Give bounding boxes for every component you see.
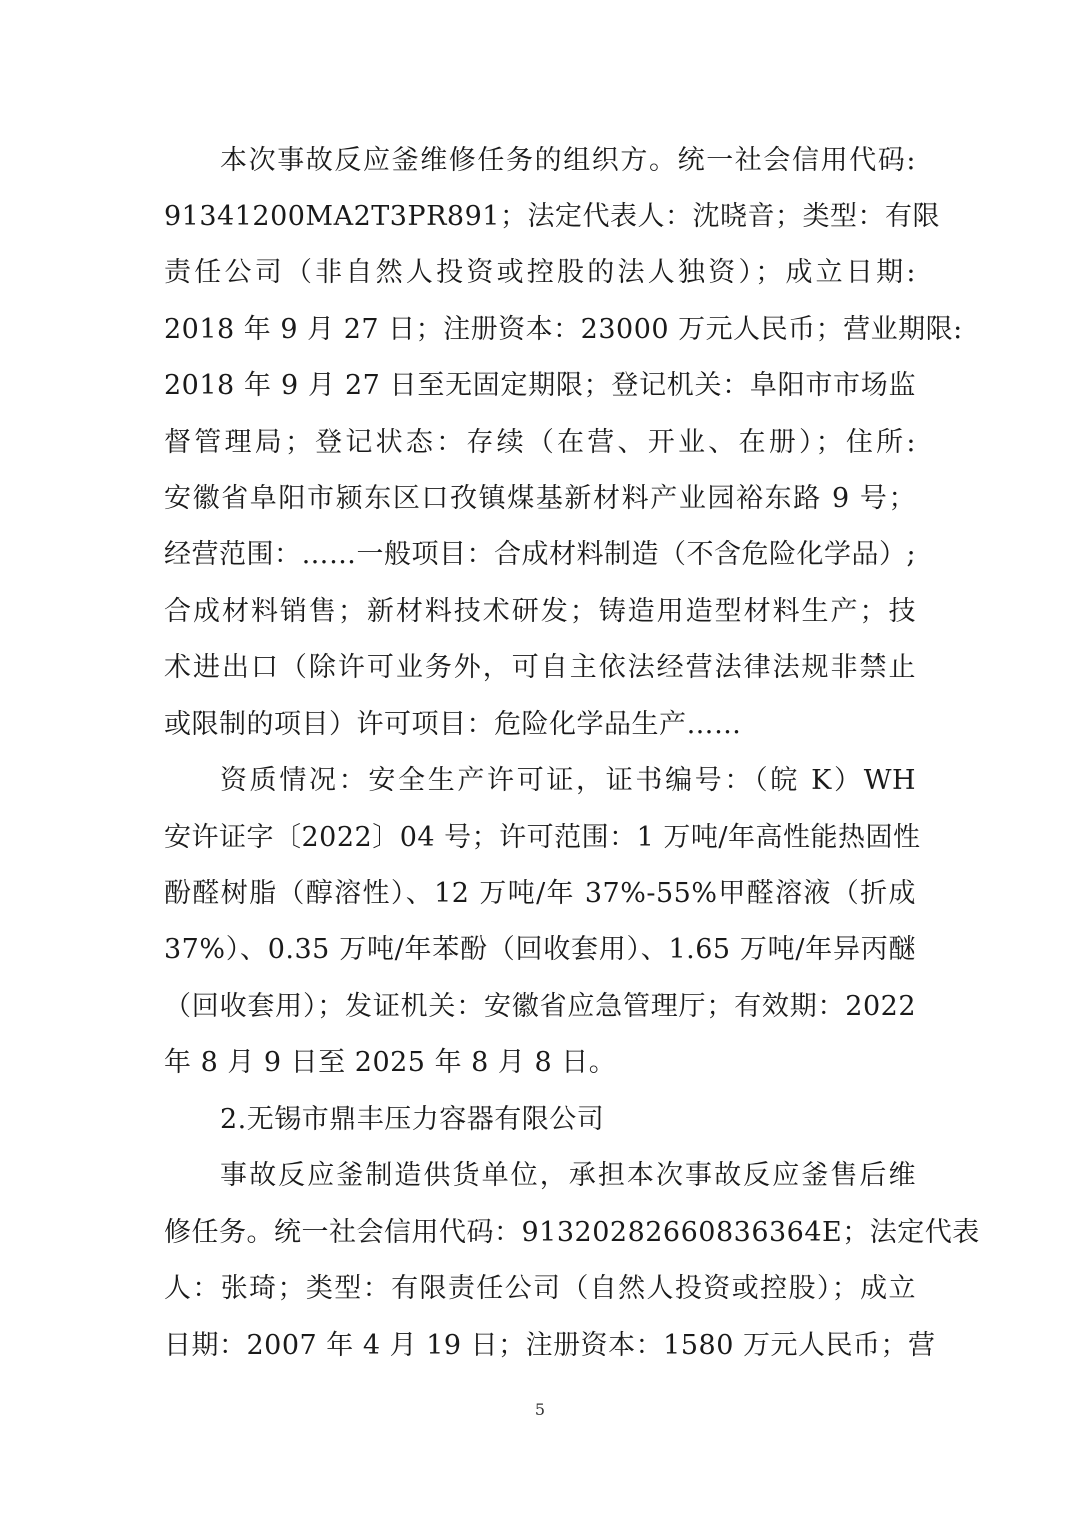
paragraph-line: 督管理局；登记状态：存续（在营、开业、在册）；住所: <box>164 427 916 458</box>
paragraph-line: 或限制的项目）许可项目：危险化学品生产…… <box>164 709 742 740</box>
paragraph-line: 术进出口（除许可业务外，可自主依法经营法律法规非禁止 <box>164 652 916 683</box>
section-heading: 2.无锡市鼎丰压力容器有限公司 <box>220 1104 605 1135</box>
paragraph-line: 安许证字〔2022〕04 号；许可范围：1 万吨/年高性能热固性 <box>164 822 921 853</box>
paragraph-line: 年 8 月 9 日至 2025 年 8 月 8 日。 <box>164 1047 617 1078</box>
paragraph-line: 日期：2007 年 4 月 19 日；注册资本：1580 万元人民币；营 <box>164 1330 936 1361</box>
paragraph-line: 酚醛树脂（醇溶性）、12 万吨/年 37%-55%甲醛溶液（折成 <box>164 878 916 909</box>
paragraph-line: 2018 年 9 月 27 日至无固定期限；登记机关：阜阳市市场监 <box>164 370 916 401</box>
paragraph-line: （回收套用）；发证机关：安徽省应急管理厅；有效期：2022 <box>164 991 916 1022</box>
paragraph-line: 2018 年 9 月 27 日；注册资本：23000 万元人民币；营业期限: <box>164 314 963 345</box>
page-number: 5 <box>534 1400 546 1419</box>
paragraph-line: 91341200MA2T3PR891；法定代表人：沈晓音；类型：有限 <box>164 201 940 232</box>
paragraph-line: 人：张琦；类型：有限责任公司（自然人投资或控股）；成立 <box>164 1273 916 1304</box>
paragraph-line: 安徽省阜阳市颍东区口孜镇煤基新材料产业园裕东路 9 号； <box>164 483 916 514</box>
paragraph-line: 37%）、0.35 万吨/年苯酚（回收套用）、1.65 万吨/年异丙醚 <box>164 934 916 965</box>
paragraph-line: 经营范围：……一般项目：合成材料制造（不含危险化学品）; <box>164 539 917 570</box>
paragraph-line: 修任务。统一社会信用代码：91320282660836364E；法定代表 <box>164 1217 980 1248</box>
paragraph-line: 资质情况：安全生产许可证，证书编号：（皖 K）WH <box>220 765 916 796</box>
paragraph-line: 事故反应釜制造供货单位，承担本次事故反应釜售后维 <box>220 1160 916 1191</box>
paragraph-line: 责任公司（非自然人投资或控股的法人独资）；成立日期: <box>164 257 916 288</box>
paragraph-line: 本次事故反应釜维修任务的组织方。统一社会信用代码: <box>220 145 916 176</box>
paragraph-line: 合成材料销售；新材料技术研发；铸造用造型材料生产；技 <box>164 596 916 627</box>
